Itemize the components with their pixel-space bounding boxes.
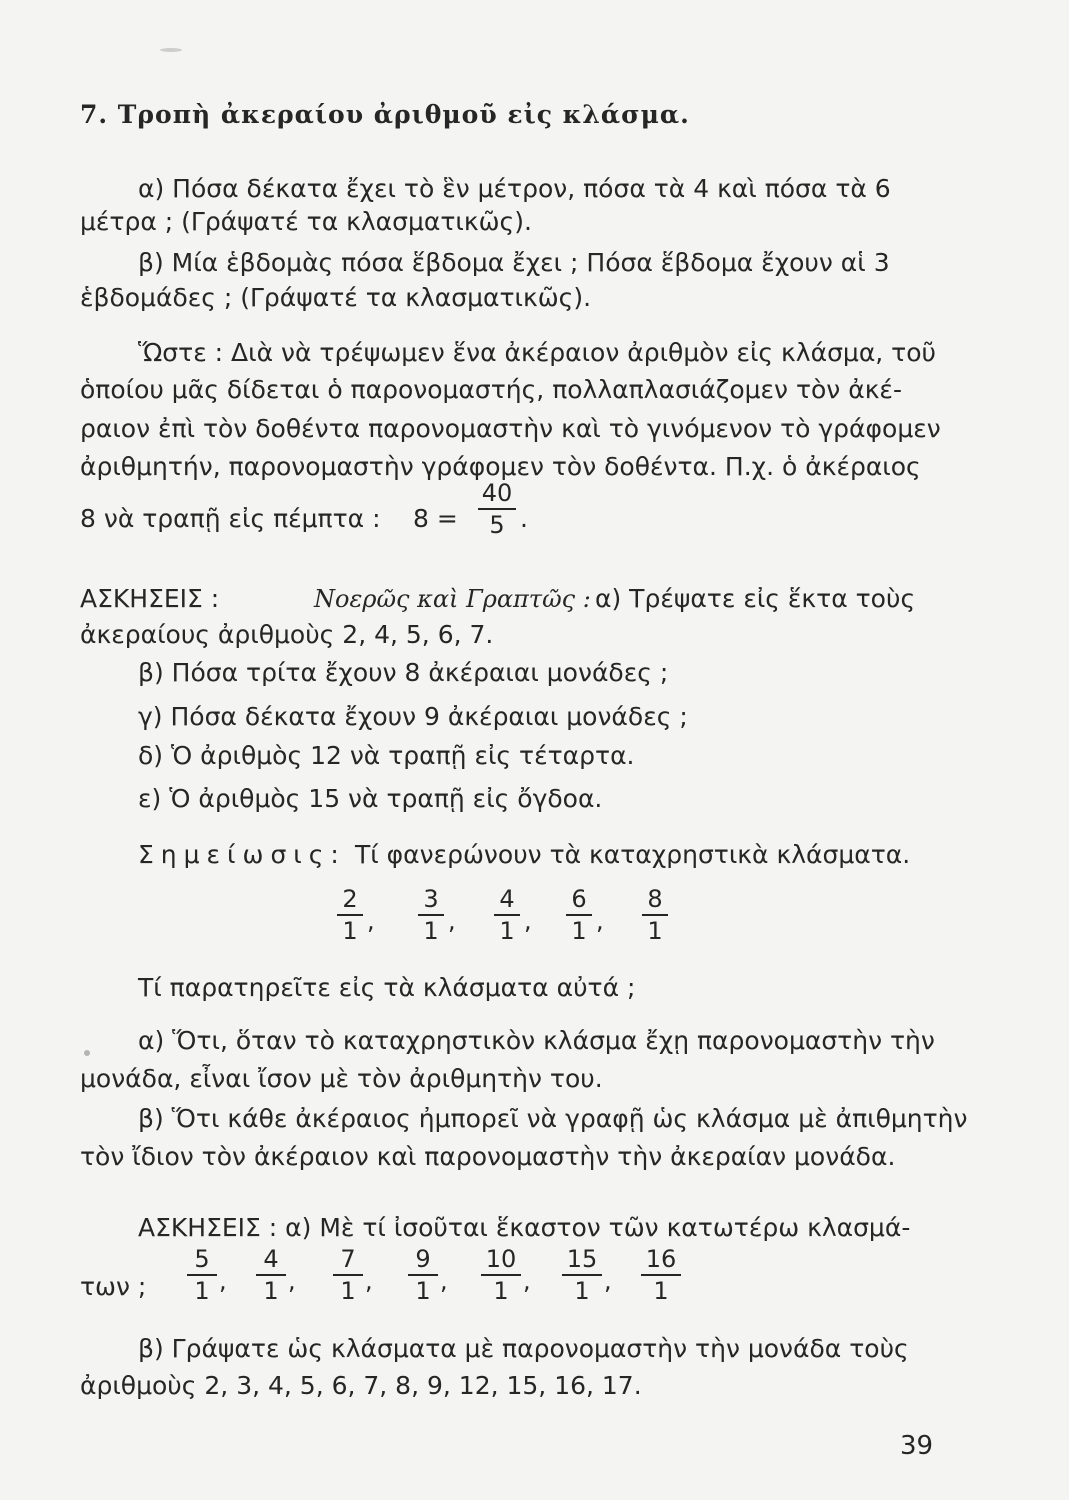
exercises-mode: Νοερῶς καὶ Γραπτῶς : [314,585,591,613]
observation-b-line2: τὸν ἴδιον τὸν ἀκέραιον καὶ παρονομαστὴν τὴν ἀκεραίαν μονάδα. [80,1142,896,1171]
fraction-denominator: 1 [423,916,439,945]
fraction-numerator: 15 [566,1245,598,1273]
fraction-numerator: 2 [342,885,358,913]
exercises2-b-line2: ἀριθμοὺς 2, 3, 4, 5, 6, 7, 8, 9, 12, 15, 16, 17. [80,1371,642,1400]
fraction-denominator: 5 [489,510,505,539]
question-b-line1: β) Μία ἑβδομὰς πόσα ἕβδομα ἔχει ; Πόσα ἕβδομα ἔχουν αἱ 3 [138,248,890,277]
exercise-fraction [408,1244,438,1306]
exercise-fraction [256,1244,286,1306]
fraction-denominator: 1 [493,1276,509,1305]
note-label: Σημείωσις: [138,840,346,869]
fraction-numerator: 10 [485,1245,517,1273]
improper-fraction [418,884,444,946]
fraction-numerator: 7 [340,1245,356,1273]
exercise-a-line1: α) Τρέψατε εἰς ἕκτα τοὺς [595,584,916,613]
fraction-denominator: 1 [571,916,587,945]
exercise-d: δ) Ὁ ἀριθμὸς 12 νὰ τραπῇ εἰς τέταρτα. [138,741,635,770]
fraction-denominator: 1 [647,916,663,945]
exercises-label: ΑΣΚΗΣΕΙΣ : [80,584,220,613]
fraction-numerator: 40 [481,479,513,507]
fraction-numerator: 6 [571,885,587,913]
exercise-c: γ) Πόσα δέκατα ἔχουν 9 ἀκέραιαι μονάδες ; [138,702,688,731]
example-text: 8 νὰ τραπῇ εἰς πέμπτα : [80,504,381,533]
rule-line4: ἀριθμητήν, παρονομαστὴν γράφομεν τὸν δοθέντα. Π.χ. ὁ ἀκέραιος [80,452,921,481]
fraction-numerator: 4 [263,1245,279,1273]
improper-fraction [566,884,592,946]
comma: , [524,907,532,935]
comma: , [440,1267,448,1295]
fraction-numerator: 9 [415,1245,431,1273]
exercise-fraction [641,1244,681,1306]
fraction-numerator: 16 [645,1245,677,1273]
exercises2-line1: ΑΣΚΗΣΕΙΣ : α) Μὲ τί ἰσοῦται ἕκαστον τῶν κατωτέρω κλασμά- [138,1213,911,1242]
rule-line2: ὁποίου μᾶς δίδεται ὁ παρονομαστής, πολλαπλασιάζομεν τὸν ἀκέ- [80,375,902,404]
fraction-denominator: 1 [415,1276,431,1305]
fraction-numerator: 4 [499,885,515,913]
example-fraction [478,478,516,540]
comma: , [288,1267,296,1295]
observation-a-line2: μονάδα, εἶναι ἴσον μὲ τὸν ἀριθμητὴν του. [80,1064,603,1093]
comma: , [219,1267,227,1295]
fraction-numerator: 3 [423,885,439,913]
scan-speck [160,48,182,52]
comma: , [596,907,604,935]
fraction-denominator: 1 [342,916,358,945]
observation-b-line1: β) Ὅτι κάθε ἀκέραιος ἠμπορεῖ νὰ γραφῇ ὡς κλάσμα μὲ ἀπιθμητὴν [138,1104,968,1133]
question-a-line2: μέτρα ; (Γράψατέ τα κλασματικῶς). [80,207,532,236]
exercise-a-line2: ἀκεραίους ἀριθμοὺς 2, 4, 5, 6, 7. [80,620,494,649]
fraction-denominator: 1 [653,1276,669,1305]
comma: , [365,1267,373,1295]
note-question: Τί παρατηρεῖτε εἰς τὰ κλάσματα αὐτά ; [138,973,636,1002]
fraction-denominator: 1 [194,1276,210,1305]
question-a-line1: α) Πόσα δέκατα ἔχει τὸ ἓν μέτρον, πόσα τὰ 4 καὶ πόσα τὰ 6 [138,174,891,203]
exercises2-b-line1: β) Γράψατε ὡς κλάσματα μὲ παρονομαστὴν τὴν μονάδα τοὺς [138,1334,909,1363]
comma: , [367,907,375,935]
exercises2-prefix: των ; [80,1272,147,1301]
exercise-fraction [187,1244,217,1306]
page-number: 39 [900,1431,934,1461]
exercise-e: ε) Ὁ ἀριθμὸς 15 νὰ τραπῇ εἰς ὄγδοα. [138,784,603,813]
rule-line3: ραιον ἐπὶ τὸν δοθέντα παρονομαστὴν καὶ τὸ γινόμενον τὸ γράφομεν [80,414,941,443]
improper-fraction [337,884,363,946]
observation-a-line1: α) Ὅτι, ὅταν τὸ καταχρηστικὸν κλάσμα ἔχῃ παρονομαστὴν τὴν [138,1026,935,1055]
scan-speck [84,1050,90,1056]
question-b-line2: ἑβδομάδες ; (Γράψατέ τα κλασματικῶς). [80,283,592,312]
note-text: Τί φανερώνουν τὰ καταχρηστικὰ κλάσματα. [355,840,911,869]
fraction-numerator: 5 [194,1245,210,1273]
example-end: . [520,504,528,533]
exercise-fraction [333,1244,363,1306]
fraction-denominator: 1 [263,1276,279,1305]
improper-fraction [642,884,668,946]
example-lhs: 8 = [413,504,458,533]
fraction-denominator: 1 [499,916,515,945]
fraction-numerator: 8 [647,885,663,913]
exercise-fraction [481,1244,521,1306]
rule-line1: Ὥστε : Διὰ νὰ τρέψωμεν ἕνα ἀκέραιον ἀριθμὸν εἰς κλάσμα, τοῦ [138,338,936,367]
fraction-denominator: 1 [340,1276,356,1305]
improper-fraction [494,884,520,946]
fraction-denominator: 1 [574,1276,590,1305]
exercise-b: β) Πόσα τρίτα ἔχουν 8 ἀκέραιαι μονάδες ; [138,658,669,687]
section-title: 7. Τροπὴ ἀκεραίου ἀριθμοῦ εἰς κλάσμα. [80,100,690,129]
exercise-fraction [562,1244,602,1306]
comma: , [604,1267,612,1295]
comma: , [523,1267,531,1295]
comma: , [448,907,456,935]
